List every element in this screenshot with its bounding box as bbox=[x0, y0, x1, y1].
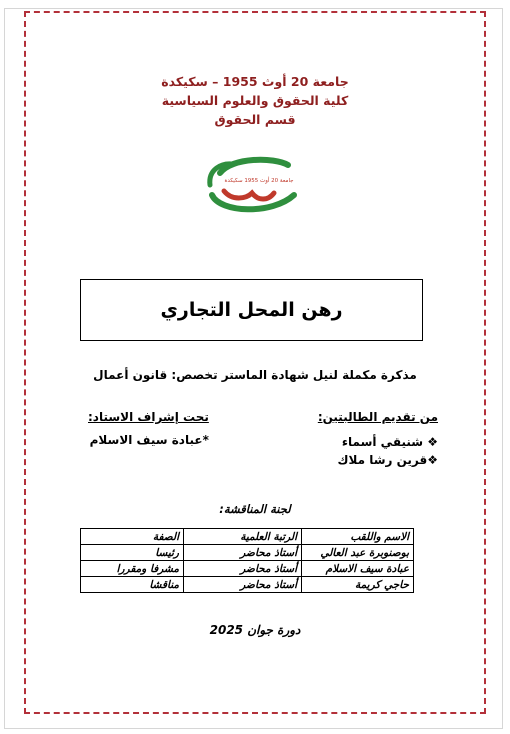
logo-text: جامعة 20 أوت 1955 سكيكدة bbox=[224, 178, 294, 184]
member-name: عبادة سيف الاسلام bbox=[302, 561, 414, 577]
presented-by-label: من تقديم الطالبتين: bbox=[317, 410, 438, 424]
university-name: جامعة 20 أوث 1955 – سكيكدة bbox=[161, 74, 349, 89]
table-row bbox=[81, 577, 414, 593]
thesis-title: رهن المحل التجاري bbox=[160, 299, 343, 321]
university-logo bbox=[202, 155, 302, 217]
supervision-block bbox=[88, 410, 209, 447]
committee-title: لجنة المناقشة: bbox=[219, 502, 291, 516]
presented-by-block bbox=[318, 410, 438, 469]
header-name: الاسم واللقب bbox=[302, 529, 414, 545]
member-rank: أستاذ محاضر bbox=[184, 545, 302, 561]
department-name: قسم الحقوق bbox=[214, 112, 296, 127]
session-date: دورة جوان 2025 bbox=[209, 623, 301, 637]
committee-table bbox=[80, 528, 414, 593]
member-rank: أستاذ محاضر bbox=[184, 577, 302, 593]
student-name: ❖ شنيقي أسماء bbox=[341, 435, 438, 449]
faculty-name: كلية الحقوق والعلوم السياسية bbox=[161, 93, 349, 108]
thesis-title-box bbox=[80, 279, 423, 341]
header-rank: الرتبة العلمية bbox=[184, 529, 302, 545]
member-role: رئيسا bbox=[81, 545, 184, 561]
table-header-row bbox=[81, 529, 414, 545]
supervisor-name: *عبادة سيف الاسلام bbox=[89, 433, 209, 447]
member-role: مشرفا ومقررا bbox=[81, 561, 184, 577]
member-rank: أستاذ محاضر bbox=[184, 561, 302, 577]
table-row bbox=[81, 545, 414, 561]
member-role: مناقشا bbox=[81, 577, 184, 593]
member-name: حاجي كريمة bbox=[302, 577, 414, 593]
thesis-description: مذكرة مكملة لنيل شهادة الماستر تخصص: قانون أعمال bbox=[93, 368, 417, 382]
supervision-label: تحت إشراف الاستاد: bbox=[88, 410, 209, 424]
student-name: ❖قرين رشا ملاك bbox=[337, 453, 438, 467]
table-row bbox=[81, 561, 414, 577]
header bbox=[0, 72, 510, 129]
member-name: بوصنوبرة عبد العالي bbox=[302, 545, 414, 561]
header-role: الصفة bbox=[81, 529, 184, 545]
